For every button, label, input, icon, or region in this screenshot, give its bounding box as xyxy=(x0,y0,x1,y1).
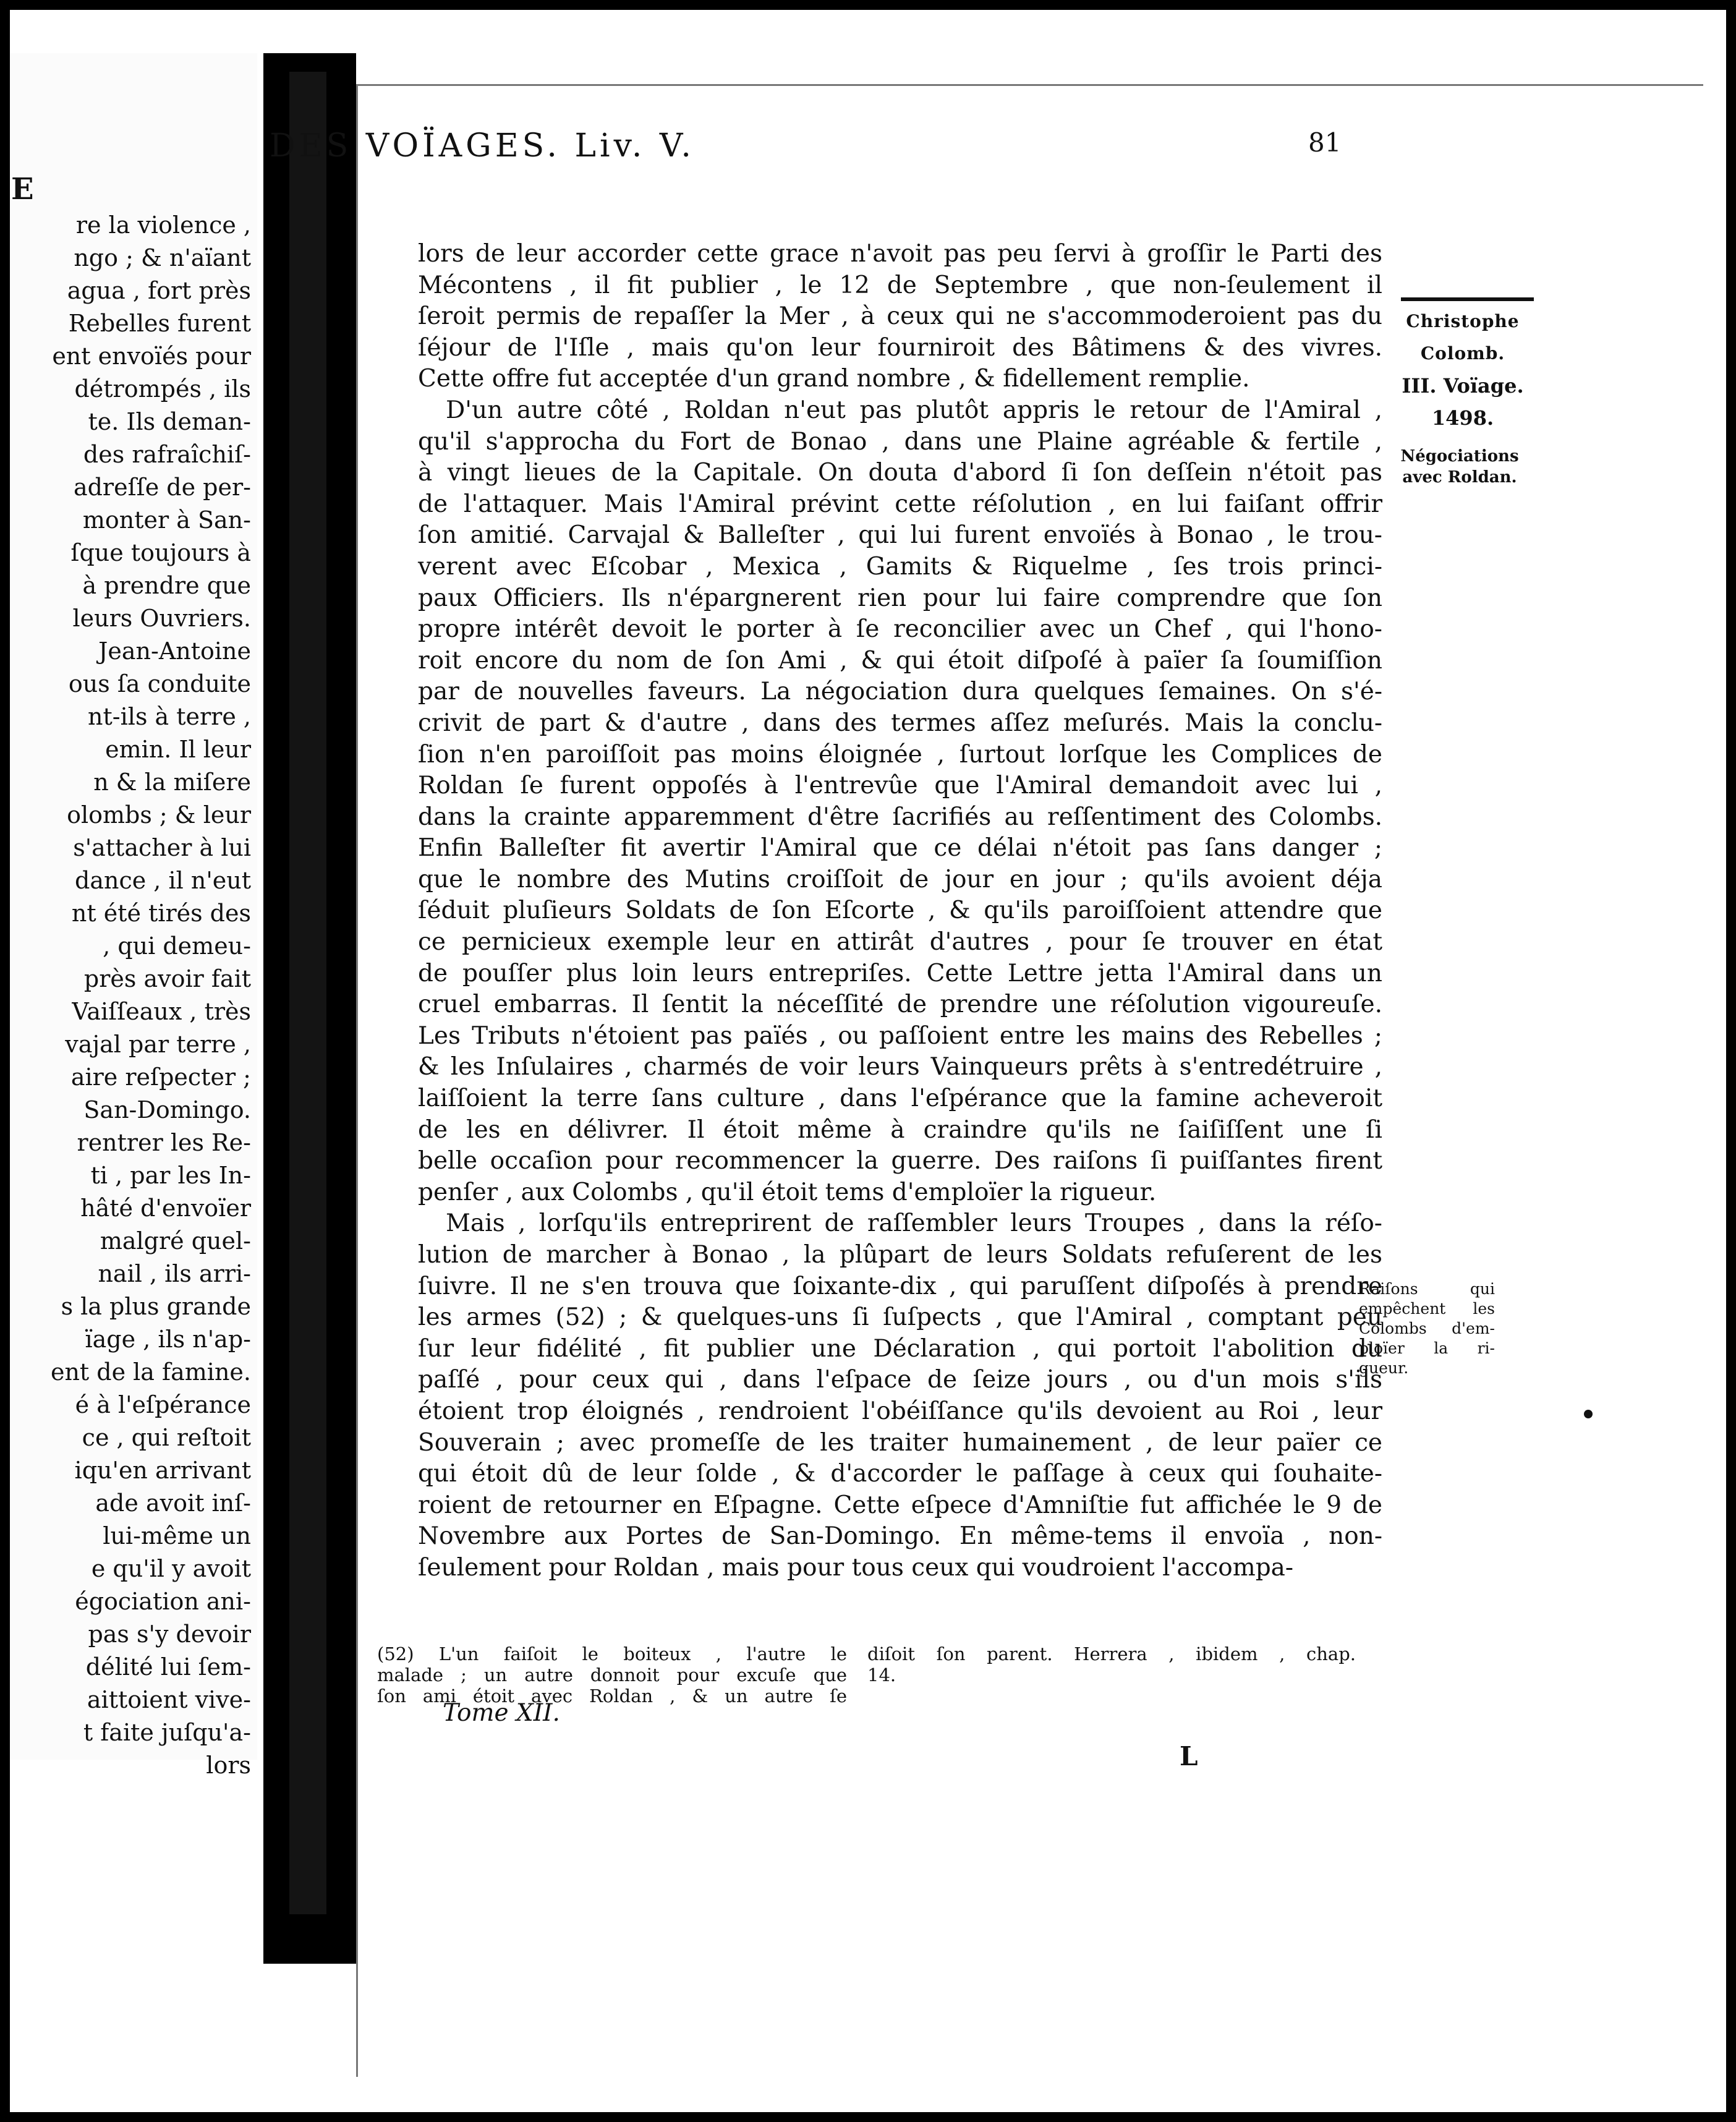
footnote-line: (52) L'un faiſoit le boiteux , l'autre le xyxy=(377,1643,847,1664)
left-page-line: vajal par terre , xyxy=(65,1031,251,1058)
body-line: par de nouvelles faveurs. La négociation dura quelques ſemaines. On s'é- xyxy=(418,678,1382,706)
body-line: penſer , aux Colombs , qu'il étoit tems d'emploïer la rigueur. xyxy=(418,1178,1157,1206)
left-page-line: rentrer les Re- xyxy=(77,1129,251,1156)
left-page-line: aittoient vive- xyxy=(87,1686,251,1713)
body-line: ſéjour de l'Iſle , mais qu'on leur fourniroit des Bâtimens & des vivres. xyxy=(418,333,1382,362)
margin-note-line: Colombs d'em- xyxy=(1359,1319,1495,1337)
left-page-line: leurs Ouvriers. xyxy=(72,605,251,632)
body-line: que le nombre des Mutins croiſſoit de jour en jour ; qu'ils avoient déja xyxy=(418,865,1382,893)
body-line: Enfin Balleſter fit avertir l'Amiral que ce délai n'étoit pas ſans danger ; xyxy=(418,834,1382,863)
footnote-column-left xyxy=(377,1643,847,1707)
left-page-line: nail , ils arri- xyxy=(98,1260,251,1287)
left-page-line: ïage , ils n'ap- xyxy=(85,1326,251,1353)
body-line: paux Officiers. Ils n'épargnerent rien pour lui faire comprendre que ſon xyxy=(418,584,1382,612)
left-page-line: lors xyxy=(206,1752,251,1779)
left-page-line: nt été tirés des xyxy=(71,900,251,927)
footnote-column-right xyxy=(867,1643,1356,1685)
left-page-line: lui-même un xyxy=(103,1522,251,1549)
body-line: de les en délivrer. Il étoit même à craindre qu'ils ne ſaiſiſſent une ſi xyxy=(418,1115,1382,1144)
left-page-line: é à l'eſpérance xyxy=(75,1391,251,1418)
left-page-line: , qui demeu- xyxy=(103,932,251,960)
body-line: Mécontens , il fit publier , le 12 de Septembre , que non-ſeulement il xyxy=(418,271,1382,299)
body-line: roient de retourner en Eſpagne. Cette eſpece d'Amniſtie fut affichée le 9 de xyxy=(418,1491,1382,1519)
header-title: DES VOÏAGES. Liv. V. xyxy=(270,127,695,164)
left-page-line: ſque toujours à xyxy=(70,539,251,566)
left-page-line: ce , qui reſtoit xyxy=(82,1424,251,1451)
left-page-line: iqu'en arrivant xyxy=(74,1457,251,1484)
left-page-line: ngo ; & n'aïant xyxy=(74,244,251,271)
body-line: Roldan ſe furent oppoſés à l'entrevûe que l'Amiral demandoit avec lui , xyxy=(418,772,1382,800)
body-line: lors de leur accorder cette grace n'avoit pas peu ſervi à groſſir le Parti des xyxy=(418,240,1382,268)
left-page-line: Rebelles furent xyxy=(68,310,251,337)
body-line: ce pernicieux exemple leur en attirât d'autres , pour ſe trouver en état xyxy=(418,928,1382,957)
left-page-line: e qu'il y avoit xyxy=(91,1555,251,1582)
margin-rule xyxy=(1401,297,1534,301)
left-page-line: n & la miſere xyxy=(93,769,251,796)
left-page xyxy=(10,53,257,1779)
body-line: Mais , lorſqu'ils entreprirent de raſſembler leurs Troupes , dans la réſo- xyxy=(446,1209,1382,1238)
body-line: Souverain ; avec promeſſe de les traiter humainement , de leur païer ce xyxy=(418,1428,1382,1457)
body-line: de pouſſer plus loin leurs entrepriſes. Cette Lettre jetta l'Amiral dans un xyxy=(418,959,1382,987)
body-line: roit encore du nom de ſon Ami , & qui étoit diſpoſé à païer ſa ſoumiſſion xyxy=(418,646,1382,675)
left-page-line: ti , par les In- xyxy=(90,1162,251,1189)
running-header xyxy=(270,127,1382,164)
left-page-line: olombs ; & leur xyxy=(67,801,251,829)
left-page-line: te. Ils deman- xyxy=(88,408,251,435)
left-page-letter: E xyxy=(11,172,34,207)
page-number: 81 xyxy=(1308,127,1342,158)
left-page-line: t faite juſqu'a- xyxy=(83,1719,251,1746)
body-line: crivit de part & d'autre , dans des termes aſſez meſurés. Mais la conclu- xyxy=(418,709,1382,737)
margin-heading-line: Colomb. xyxy=(1420,343,1505,364)
body-text xyxy=(418,239,1382,1584)
left-page-line: ent de la famine. xyxy=(50,1358,251,1386)
body-line: ſon amitié. Carvajal & Balleſter , qui lui furent envoïés à Bonao , le trou- xyxy=(418,521,1382,550)
left-page-line: ade avoit inſ- xyxy=(95,1489,251,1517)
body-line: paſſé , pour ceux qui , dans l'eſpace de ſeize jours , ou d'un mois s'ils xyxy=(418,1366,1382,1394)
body-line: ſuivre. Il ne s'en trouva que ſoixante-dix , qui paruſſent diſpoſés à prendre xyxy=(418,1272,1382,1300)
body-line: étoient trop éloignés , rendroient l'obéiſſance qu'ils devoient au Roi , leur xyxy=(418,1397,1382,1425)
left-page-line: emin. Il leur xyxy=(105,736,251,763)
left-page-line: pas s'y devoir xyxy=(88,1621,251,1648)
body-line: belle occaſion pour recommencer la guerre. Des raiſons ſi puiſſantes firent xyxy=(418,1147,1382,1175)
left-page-line: malgré quel- xyxy=(100,1227,251,1255)
body-line: D'un autre côté , Roldan n'eut pas plutôt appris le retour de l'Amiral , xyxy=(446,396,1382,424)
margin-note-line: avec Roldan. xyxy=(1402,468,1517,487)
left-page-line: aire reſpecter ; xyxy=(70,1063,251,1091)
left-page-line: égociation ani- xyxy=(75,1588,251,1615)
margin-note-line: gueur. xyxy=(1359,1359,1409,1377)
body-line: Novembre aux Portes de San-Domingo. En même-tems il envoïa , non- xyxy=(418,1522,1382,1551)
body-line: ſur leur fidélité , fit publier une Déclaration , qui portoit l'abolition du xyxy=(418,1334,1382,1363)
left-page-line: délité lui ſem- xyxy=(85,1653,251,1681)
signature-mark: L xyxy=(1180,1741,1198,1771)
footnote-line: 14. xyxy=(867,1664,896,1685)
body-line: propre intérêt devoit le porter à ſe reconcilier avec un Chef , qui l'hono- xyxy=(418,615,1382,644)
body-line: ſion n'en paroiſſoit pas moins éloignée , ſurtout lorſque les Complices de xyxy=(418,740,1382,769)
margin-heading-line: III. Voïage. xyxy=(1402,374,1524,398)
left-page-line: s'attacher à lui xyxy=(73,834,251,861)
footnote-line: ſon ami étoit avec Roldan , & un autre ſe xyxy=(377,1685,847,1707)
body-line: ſéduit pluſieurs Soldats de ſon Eſcorte , & qu'ils paroiſſoient attendre que xyxy=(418,897,1382,925)
body-line: de l'attaquer. Mais l'Amiral prévint cette réſolution , en lui faiſant offrir xyxy=(418,490,1382,518)
body-line: verent avec Eſcobar , Mexica , Gamits & Riquelme , ſes trois princi- xyxy=(418,552,1382,581)
left-page-text xyxy=(51,209,251,1782)
margin-heading xyxy=(1389,305,1537,434)
left-page-line: dance , il n'eut xyxy=(75,867,251,894)
body-line: Les Tributs n'étoient pas païés , ou paſſoient entre les mains des Rebelles ; xyxy=(418,1021,1382,1050)
body-line: cruel embarras. Il ſentit la néceſſité de prendre une réſolution vigoureuſe. xyxy=(418,991,1382,1019)
left-page-line: re la violence , xyxy=(75,211,251,239)
body-line: ſeroit permis de repaſſer la Mer , à ceux qui ne s'accommoderoient pas du xyxy=(418,302,1382,331)
left-page-line: Jean-Antoine xyxy=(98,637,251,665)
body-line: qui étoit dû de leur ſolde , & d'accorder le paſſage à ceux qui ſouhaite- xyxy=(418,1460,1382,1488)
left-page-line: ent envoïés pour xyxy=(52,343,251,370)
left-page-line: hâté d'envoïer xyxy=(80,1195,251,1222)
body-line: à vingt lieues de la Capitale. On douta d'abord ſi ſon deſſein n'étoit pas xyxy=(418,459,1382,487)
margin-note-line: empêchent les xyxy=(1359,1300,1495,1318)
body-line: les armes (52) ; & quelques-uns ſi ſuſpects , que l'Amiral , comptant peu xyxy=(418,1303,1382,1332)
left-page-line: ous ſa conduite xyxy=(68,670,251,697)
left-page-line: San-Domingo. xyxy=(83,1096,251,1123)
body-line: Cette offre fut acceptée d'un grand nombre , & fidellement remplie. xyxy=(418,365,1250,393)
footnote-line: diſoit ſon parent. Herrera , ibidem , chap. xyxy=(867,1643,1356,1664)
body-line: qu'il s'approcha du Fort de Bonao , dans une Plaine agréable & fertile , xyxy=(418,427,1382,456)
left-page-line: nt-ils à terre , xyxy=(88,703,251,730)
gutter-shadow xyxy=(289,72,326,1914)
left-page-line: près avoir fait xyxy=(83,965,251,992)
left-page-line: agua , fort près xyxy=(67,277,251,304)
ink-spot xyxy=(1584,1410,1593,1418)
body-line: dans la crainte apparemment d'être ſacrifiés au reſſentiment des Colombs. xyxy=(418,803,1382,831)
footnote-line: malade ; un autre donnoit pour excuſe que xyxy=(377,1664,847,1685)
left-page-line: s la plus grande xyxy=(61,1293,251,1320)
left-page-line: des rafraîchiſ- xyxy=(83,441,251,468)
left-page-line: à prendre que xyxy=(82,572,251,599)
left-page-line: monter à San- xyxy=(82,506,251,534)
body-line: ſeulement pour Roldan , mais pour tous ceux qui voudroient l'accompa- xyxy=(418,1553,1294,1582)
margin-heading-line: Christophe xyxy=(1406,311,1520,331)
body-line: lution de marcher à Bonao , la plûpart de leurs Soldats refuſerent de les xyxy=(418,1241,1382,1269)
body-line: laiſſoient la terre ſans culture , dans l'eſpérance que la famine acheveroit xyxy=(418,1084,1382,1113)
margin-note-line: ploïer la ri- xyxy=(1359,1339,1495,1357)
margin-note-line: Raiſons qui xyxy=(1359,1280,1495,1298)
scan-frame xyxy=(10,10,1726,2112)
margin-note-negociations xyxy=(1382,446,1537,488)
left-page-line: détrompés , ils xyxy=(74,375,251,403)
body-line: & les Inſulaires , charmés de voir leurs Vainqueurs prêts à s'entredétruire , xyxy=(418,1053,1382,1081)
left-page-line: adreſſe de per- xyxy=(73,474,251,501)
tome-label: Tome XII. xyxy=(443,1699,560,1727)
margin-heading-line: 1498. xyxy=(1431,406,1494,430)
left-page-line: Vaiſſeaux , très xyxy=(72,998,251,1025)
margin-note-line: Négociations xyxy=(1400,447,1519,466)
